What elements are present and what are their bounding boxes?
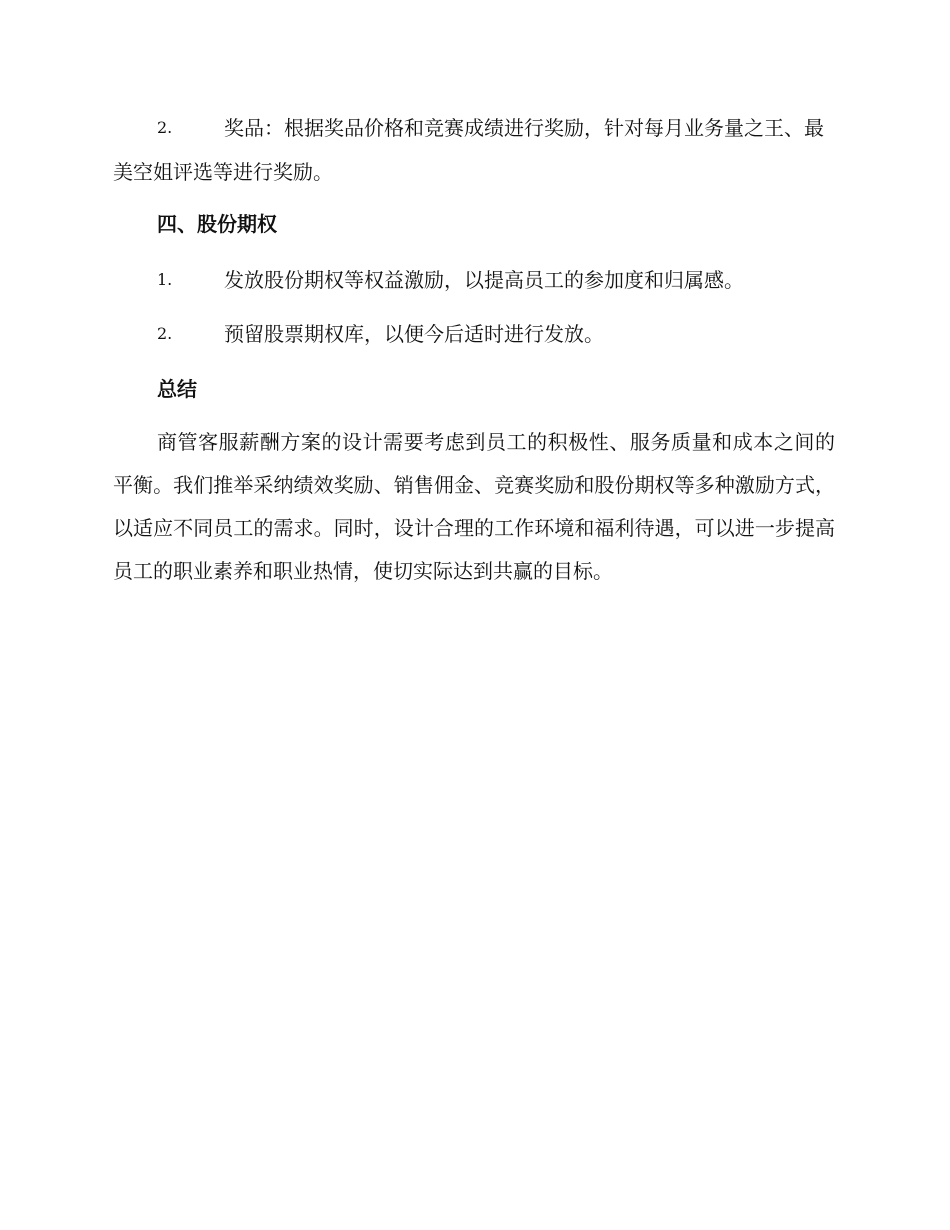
list-number: 2. — [157, 118, 173, 137]
list-item-prize — [113, 106, 833, 194]
list-item-stock-2 — [113, 312, 833, 356]
list-text: 奖品：根据奖品价格和竞赛成绩进行奖励，针对每月业务量之王、最美空姐评选等进行奖励。 — [113, 116, 824, 184]
section-heading-stock-options: 四、股份期权 — [157, 212, 277, 236]
list-number: 2. — [157, 324, 173, 343]
list-item-stock-1 — [113, 258, 833, 302]
list-text: 发放股份期权等权益激励，以提高员工的参加度和归属感。 — [224, 268, 744, 292]
section-heading-summary: 总结 — [157, 377, 197, 401]
list-text: 预留股票期权库，以便今后适时进行发放。 — [224, 322, 604, 346]
list-number: 1. — [157, 270, 173, 289]
summary-paragraph: 商管客服薪酬方案的设计需要考虑到员工的积极性、服务质量和成本之间的平衡。我们推举采纳绩效奖励、销售佣金、竞赛奖励和股份期权等多种激励方式，以适应不同员工的需求。同时，设计合理的工作环境和福利待遇，可以进一步提高员工的职业素养和职业热情，使切实际达到共赢的目标。 — [113, 430, 835, 583]
